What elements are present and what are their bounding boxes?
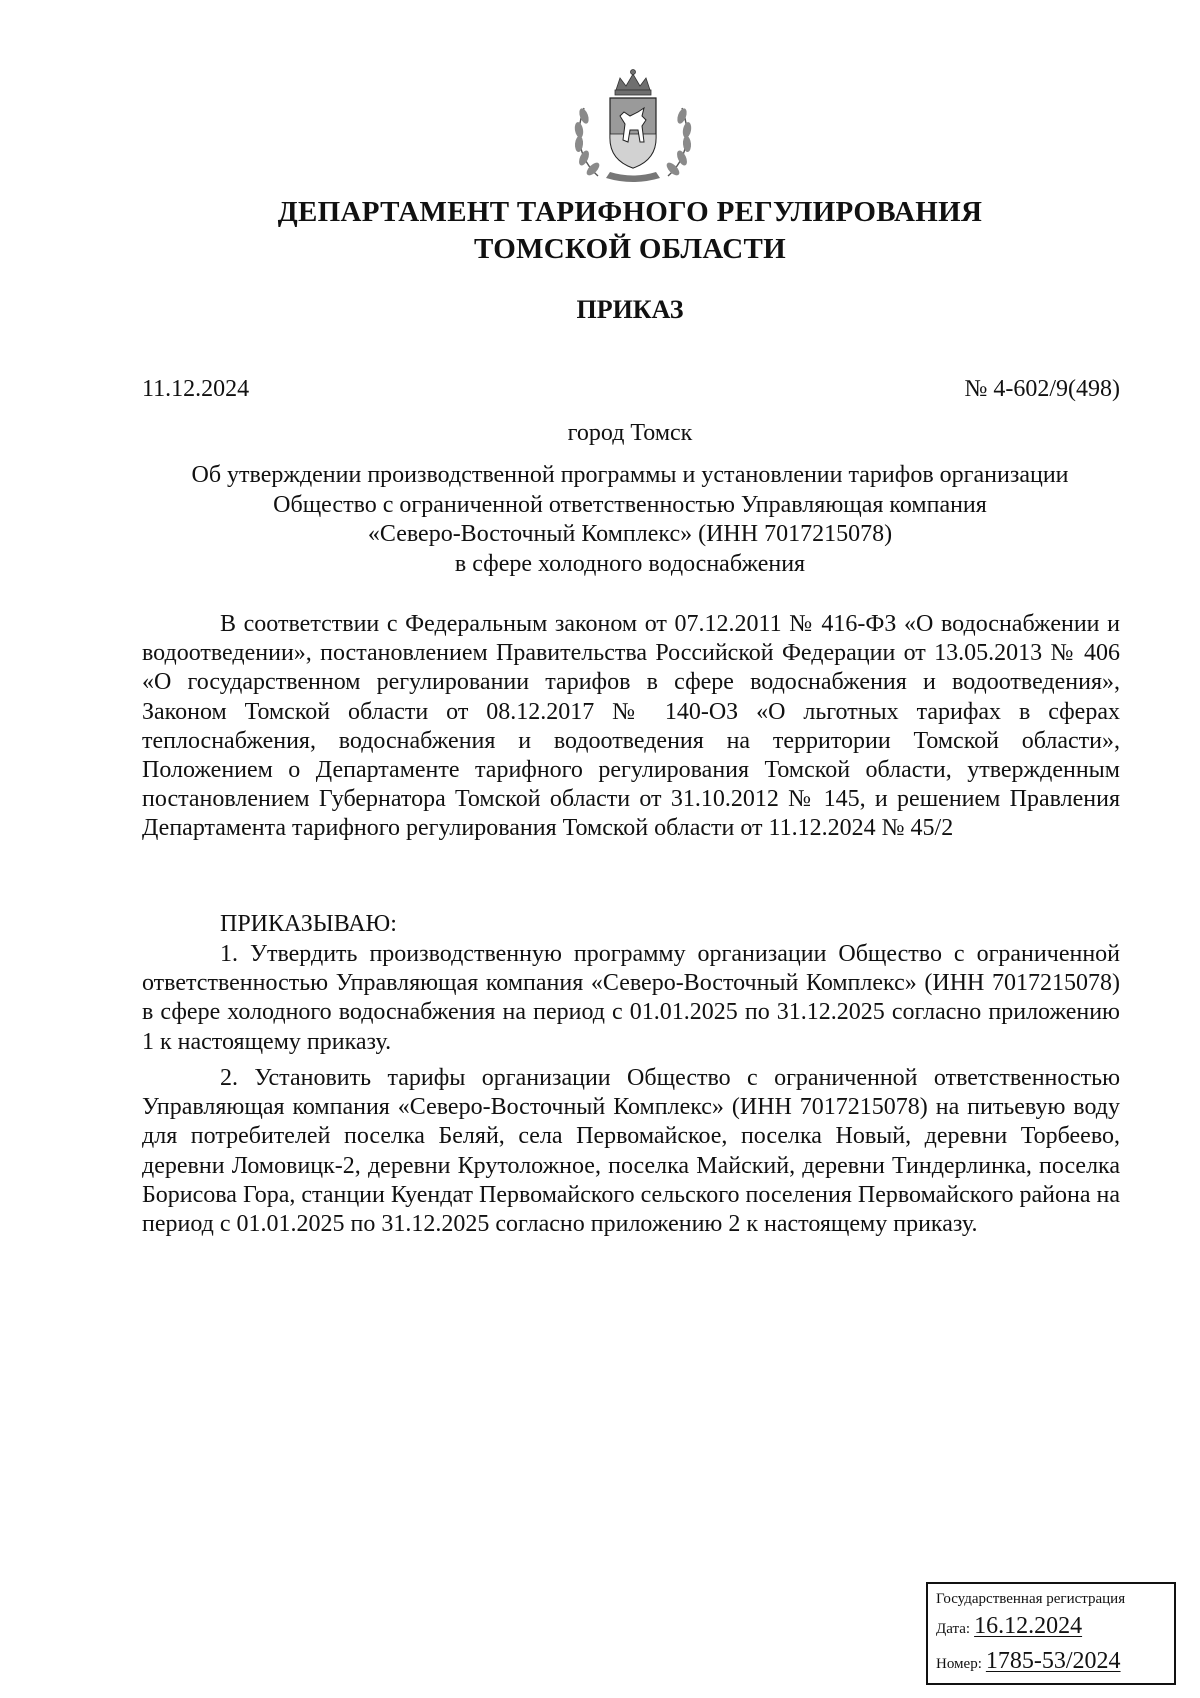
order-item-2: 2. Установить тарифы организации Общество с ограниченной ответственностью Управляющая компания «Северо-Восточный Комплекс» (ИНН 7017215078) на питьевую воду для потребителей поселка Беляй, села Первомайское, поселка Новый, деревни Торбеево, деревни Ломовицк-2, деревни Крутоложное, поселка Майский, деревни Тиндерлинка, поселка Борисова Гора, станции Куендат Первомайского сельского поселения Первомайского района на период с 01.01.2025 по 31.12.2025 согласно приложению 2 к настоящему приказу. bbox=[142, 1065, 1120, 1238]
subject-line4: в сфере холодного водоснабжения bbox=[454, 550, 806, 577]
order-number: № 4-602/9(498) bbox=[964, 376, 1120, 402]
registration-date-row bbox=[936, 1610, 1168, 1645]
registration-date-value: 16.12.2024 bbox=[974, 1613, 1083, 1639]
registration-date-label: Дата: bbox=[936, 1621, 971, 1637]
registration-number-row bbox=[936, 1645, 1168, 1680]
registration-number-label: Номер: bbox=[936, 1656, 982, 1672]
department-title-line2: ТОМСКОЙ ОБЛАСТИ bbox=[474, 233, 786, 265]
city: город Томск bbox=[567, 420, 693, 446]
subject-line3: «Северо-Восточный Комплекс» (ИНН 7017215078) bbox=[367, 521, 893, 547]
preamble-paragraph: В соответствии с Федеральным законом от 07.12.2011 № 416-ФЗ «О водоснабжении и водоотведении», постановлением Правительства Российской Федерации от 13.05.2013 № 406 «О государственном регулировании тарифов в сфере водоснабжения и водоотведения», Законом Томской области от 08.12.2017 № 140-ОЗ «О льготных тарифах в сферах теплоснабжения, водоснабжения и водоотведения на территории Томской области», Положением о Департаменте тарифного регулирования Томской области, утвержденным постановлением Губернатора Томской области от 31.10.2012 № 145, и решением Правления Департамента тарифного регулирования Томской области от 11.12.2024 № 45/2 bbox=[142, 611, 1120, 842]
order-date: 11.12.2024 bbox=[142, 376, 250, 402]
department-title bbox=[140, 194, 1120, 268]
order-word: ПРИКАЗЫВАЮ: bbox=[220, 911, 397, 937]
order-subject bbox=[140, 461, 1120, 579]
subject-line2: Общество с ограниченной ответственностью Управляющая компания bbox=[273, 491, 987, 518]
registration-title: Государственная регистрация bbox=[936, 1591, 1126, 1607]
department-title-line1: ДЕПАРТАМЕНТ ТАРИФНОГО РЕГУЛИРОВАНИЯ bbox=[277, 196, 983, 228]
subject-line1: Об утверждении производственной программы и установлении тарифов организации bbox=[191, 462, 1069, 488]
registration-stamp bbox=[926, 1582, 1176, 1685]
order-item-1: 1. Утвердить производственную программу организации Общество с ограниченной ответственностью Управляющая компания «Северо-Восточный Комплекс» (ИНН 7017215078) в сфере холодного водоснабжения на период с 01.01.2025 по 31.12.2025 согласно приложению 1 к настоящему приказу. bbox=[142, 941, 1120, 1055]
coat-of-arms-icon bbox=[568, 68, 698, 186]
document-type: ПРИКАЗ bbox=[576, 295, 684, 324]
registration-number-value: 1785-53/2024 bbox=[985, 1648, 1121, 1674]
